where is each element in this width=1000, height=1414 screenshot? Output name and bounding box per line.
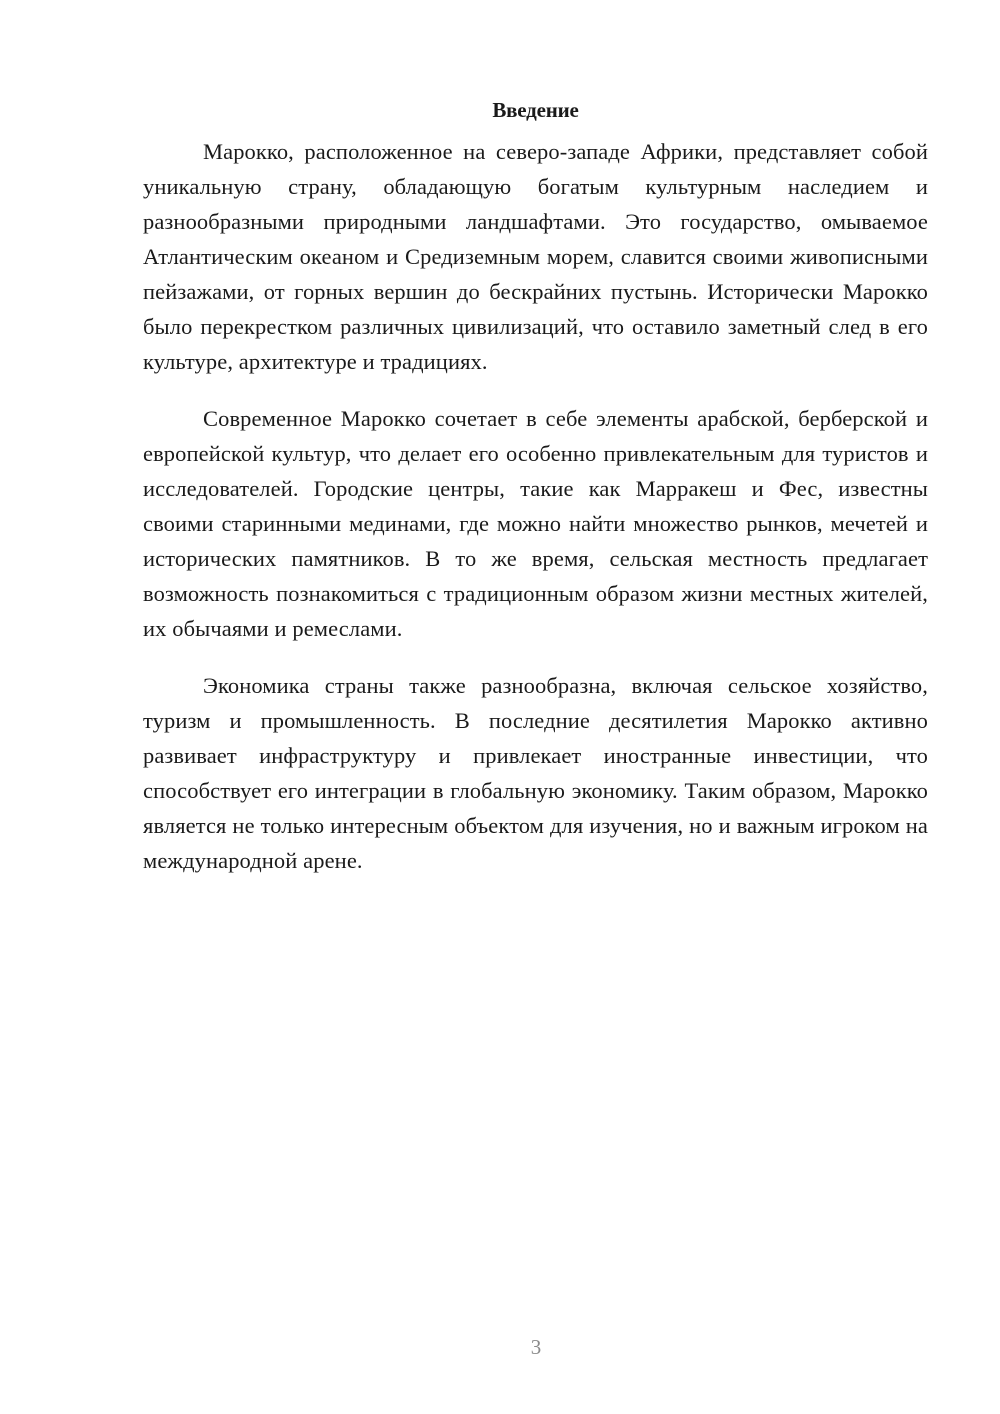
paragraph-2: Современное Марокко сочетает в себе элементы арабской, берберской и европейской культур, что делает его особенно привлекательным для туристов и исследователей. Городские центры, такие как Марракеш и Фес, известны своими старинными мединами, где можно найти множество рынков, мечетей и исторических памятников. В то же время, сельская местность предлагает возможность познакомиться с традиционным образом жизни местных жителей, их обычаями и ремеслами.	[143, 406, 928, 641]
paragraph-1: Марокко, расположенное на северо-западе Африки, представляет собой уникальную страну, обладающую богатым культурным наследием и разнообразными природными ландшафтами. Это государство, омываемое Атлантическим океаном и Средиземным морем, славится своими живописными пейзажами, от горных вершин до бескрайних пустынь. Исторически Марокко было перекрестком различных цивилизаций, что оставило заметный след в его культуре, архитектуре и традициях.	[143, 139, 928, 374]
paragraph-3: Экономика страны также разнообразна, включая сельское хозяйство, туризм и промышленность. В последние десятилетия Марокко активно развивает инфраструктуру и привлекает иностранные инвестиции, что способствует его интеграции в глобальную экономику. Таким образом, Марокко является не только интересным объектом для изучения, но и важным игроком на международной арене.	[143, 673, 928, 873]
section-heading: Введение	[492, 98, 579, 122]
page-content	[143, 92, 928, 900]
page-number: 3	[530, 1335, 542, 1359]
